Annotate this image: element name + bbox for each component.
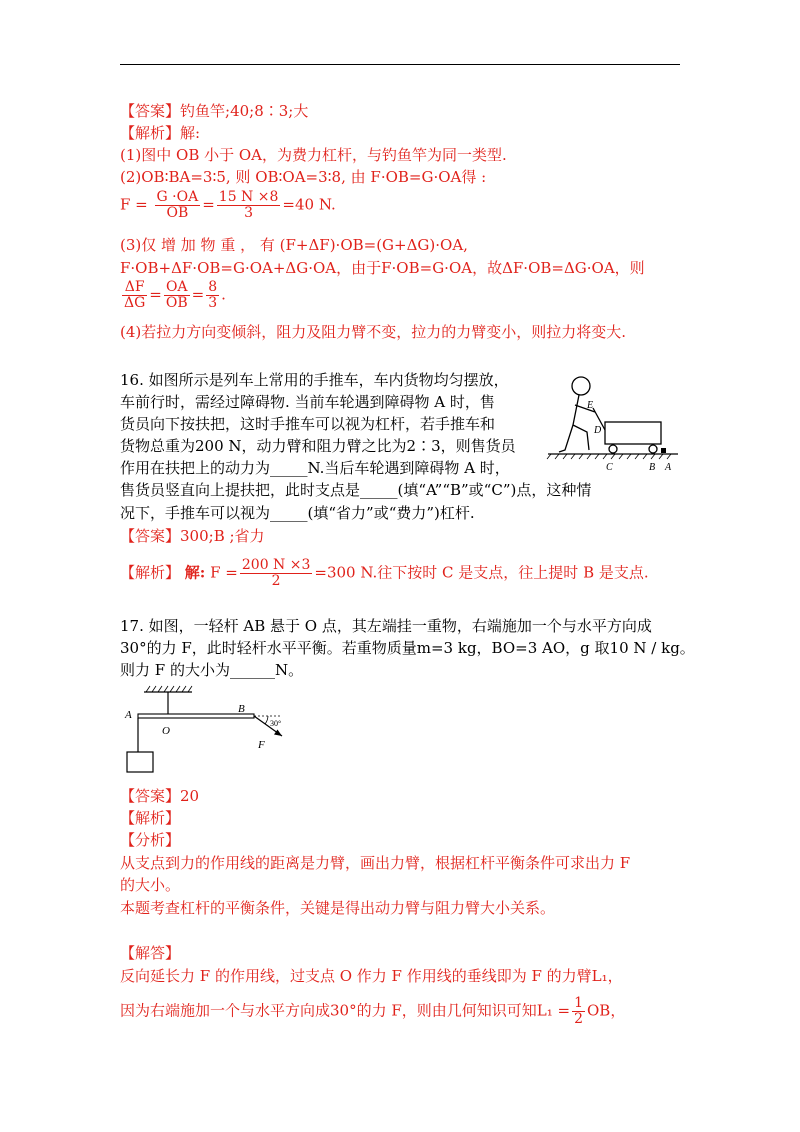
q16-line-2: 车前行时，需经过障碍物. 当前车轮遇到障碍物 A 时，售	[120, 393, 495, 411]
q17-analysis-tag: 【解析】	[120, 809, 181, 827]
obstacle	[661, 448, 666, 453]
angle-arc	[265, 716, 268, 724]
ceiling-hatching	[146, 686, 192, 692]
q16-answer-line	[120, 526, 265, 546]
label-angle: 30°	[270, 719, 282, 728]
formula-lhs: F =	[120, 195, 148, 214]
q17-jieda-1: 反向延长力 F 的作用线，过支点 O 作力 F 作用线的垂线即为 F 的力臂L₁，	[120, 967, 623, 985]
fraction	[164, 280, 190, 311]
label-A: A	[665, 462, 672, 473]
answer-tag: 【答案】	[120, 527, 181, 545]
q16-line-5: 作用在扶把上的动力为_____N.当后车轮遇到障碍物 A 时，	[120, 459, 510, 477]
q17-fenxi-tag: 【分析】	[120, 831, 181, 849]
analysis-head: 解:	[180, 124, 201, 142]
q15-p3-formula: $\frac{\Delta F}{\Delta G}$ = $\frac{OA}{OB}$ = $\frac{8}{3}$ .	[124, 279, 226, 311]
q15-p3b: F·OB+ΔF·OB=G·OA+ΔG·OA，由于F·OB=G·OA，故ΔF·OB=ΔG·OA，则	[120, 259, 645, 277]
label-A: A	[125, 709, 132, 721]
q17-fenxi-2: 的大小。	[120, 876, 181, 894]
frac-num: G ·OA	[156, 189, 199, 205]
q15-p4: (4)若拉力方向变倾斜，阻力及阻力臂不变，拉力的力臂变小，则拉力将变大.	[120, 323, 627, 341]
frac-num: 8	[208, 279, 218, 295]
frac-num: OA	[164, 280, 190, 296]
ground-hatching	[547, 454, 671, 459]
q17-line-2: 30°的力 F，此时轻杆水平平衡。若重物质量m=3 kg，BO=3 AO，g 取10 N / kg。	[120, 639, 695, 657]
answer-tag: 【答案】	[120, 102, 181, 120]
frac-den: 3	[244, 205, 254, 221]
q15-p1: (1)图中 OB 小于 OA，为费力杠杆，与钓鱼竿为同一类型.	[120, 146, 507, 164]
fraction	[122, 280, 147, 311]
q15-p2-formula	[120, 190, 336, 221]
formula-rest: =300 N.往下按时 C 是支点，往上提时 B 是支点.	[314, 563, 649, 582]
frac-num: 1	[574, 995, 583, 1011]
q17-jieda-tag: 【解答】	[120, 944, 181, 962]
cart-box	[605, 422, 661, 444]
formula-result: =40 N.	[282, 195, 336, 214]
q17-jieda-2	[120, 996, 625, 1027]
jieda-2-pre: 因为右端施加一个与水平方向成30°的力 F，则由几何知识可知L₁ =	[120, 1001, 571, 1020]
answer-value: 300;B ;省力	[180, 527, 265, 545]
q16-line-6: 售货员竖直向上提扶把，此时支点是_____(填“A”“B”或“C”)点，这种情	[120, 481, 592, 499]
answer-tag: 【答案】	[120, 787, 181, 805]
label-B: B	[238, 703, 245, 715]
q17-fenxi-1: 从支点到力的作用线的距离是力臂，画出力臂，根据杠杆平衡条件可求出力 F	[120, 854, 631, 872]
person-head	[572, 377, 590, 395]
frac-num: 15 N ×8	[218, 189, 279, 205]
answer-value: 钓鱼竿;40;8∶3;大	[180, 102, 309, 120]
frac-den: OB	[166, 205, 189, 221]
q17-answer-line	[120, 786, 199, 806]
label-C: C	[606, 462, 613, 473]
frac-den: ΔG	[124, 295, 146, 311]
q16-line-3: 货员向下按扶把，这时手推车可以视为杠杆，若手推车和	[120, 415, 496, 433]
answer-value: 20	[180, 787, 200, 805]
q17-line-3: 则力 F 的大小为______N。	[120, 661, 304, 679]
equals: =	[202, 195, 215, 214]
frac-den: 2	[271, 573, 281, 589]
formula-lhs: F =	[210, 563, 238, 582]
q16-line-7: 况下，手推车可以视为_____(填“省力”或“费力”)杠杆.	[120, 504, 475, 522]
lever-figure	[122, 684, 292, 776]
q16-analysis-line	[120, 558, 649, 589]
q15-analysis-line	[120, 123, 200, 143]
q17-fenxi-3: 本题考查杠杆的平衡条件，关键是得出动力臂与阻力臂大小关系。	[120, 899, 556, 917]
frac-den: 3	[208, 295, 218, 311]
q17-line-1: 17. 如图，一轻杆 AB 悬于 O 点，其左端挂一重物，右端施加一个与水平方向成	[120, 617, 652, 635]
frac-num: ΔF	[122, 280, 147, 296]
fraction	[155, 190, 201, 221]
jieda-2-post: OB，	[587, 1001, 626, 1020]
label-B: B	[649, 462, 656, 473]
label-O: O	[162, 725, 170, 737]
header-rule	[120, 64, 680, 65]
fraction	[572, 996, 585, 1027]
q15-answer-line	[120, 101, 308, 121]
fraction	[217, 190, 281, 221]
fraction	[206, 280, 219, 311]
weight-box	[127, 752, 153, 772]
label-F: F	[258, 739, 265, 751]
frac-num: 200 N ×3	[241, 557, 311, 573]
light-rod	[138, 714, 254, 718]
label-E: E	[587, 400, 594, 411]
rear-wheel	[609, 445, 617, 453]
analysis-tag: 【解析】	[120, 563, 181, 582]
analysis-tag: 【解析】	[120, 124, 181, 142]
frac-den: OB	[165, 295, 188, 311]
front-wheel	[649, 445, 657, 453]
label-D: D	[594, 425, 602, 436]
hand-cart-figure	[543, 370, 683, 475]
q15-p3: (3)仅 增 加 物 重 ， 有 (F+ΔF)·OB=(G+ΔG)·OA,	[120, 236, 468, 254]
fraction	[240, 558, 313, 589]
frac-den: 2	[574, 1011, 583, 1027]
q16-line-4: 货物总重为200 N，动力臂和阻力臂之比为2∶3，则售货员	[120, 437, 516, 455]
analysis-head: 解:	[184, 563, 206, 582]
q16-line-1: 16. 如图所示是列车上常用的手推车，车内货物均匀摆放，	[120, 371, 509, 389]
q15-p2: (2)OB∶BA=3∶5, 则 OB∶OA=3∶8, 由 F·OB=G·OA得 :	[120, 168, 487, 186]
